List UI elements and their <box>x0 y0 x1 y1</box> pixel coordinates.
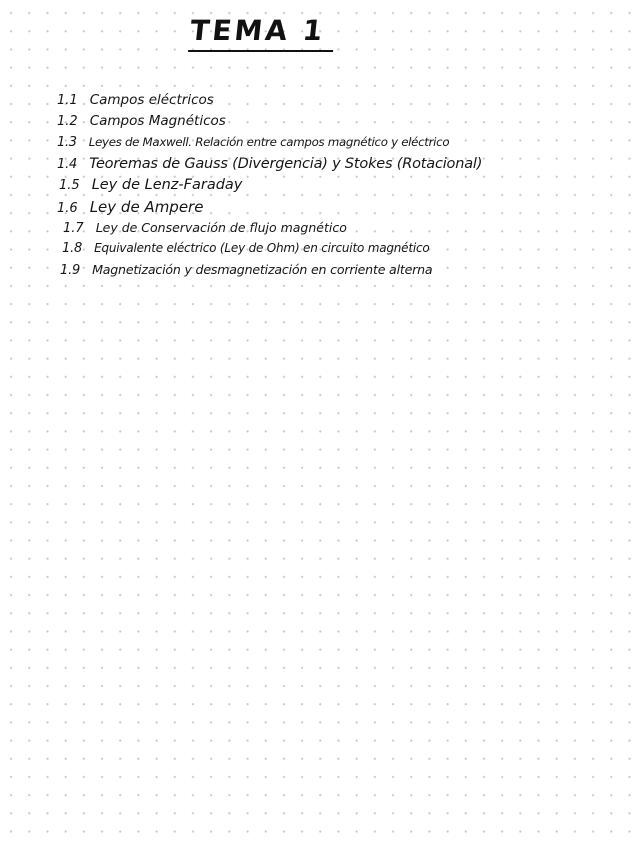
topic-number: 1.1 <box>57 93 78 108</box>
topic-text: Ley de Ampere <box>89 198 204 217</box>
topic-item <box>57 92 617 113</box>
page-title: TEMA 1 <box>188 14 337 52</box>
topic-number: 1.3 <box>57 134 77 150</box>
topic-item <box>57 198 617 219</box>
topic-item <box>57 113 617 134</box>
topic-number: 1.8 <box>62 241 83 257</box>
topic-text: Campos Magnéticos <box>89 113 226 130</box>
topic-item <box>62 241 617 262</box>
topic-text: Ley de Conservación de flujo magnético <box>95 219 347 235</box>
topic-item <box>59 177 617 198</box>
topic-text: Campos eléctricos <box>89 92 214 108</box>
topic-number: 1.7 <box>63 220 84 236</box>
topic-number: 1.6 <box>57 201 78 217</box>
topic-number: 1.4 <box>57 156 78 172</box>
topic-text: Teoremas de Gauss (Divergencia) y Stokes (Rotacional) <box>89 155 483 172</box>
topic-item <box>60 262 617 283</box>
topic-item <box>63 220 617 241</box>
topic-text: Magnetización y desmagnetización en corriente alterna <box>92 262 433 278</box>
topic-item <box>57 135 617 156</box>
topic-text: Ley de Lenz-Faraday <box>91 177 243 194</box>
topic-number: 1.9 <box>60 263 81 279</box>
topic-text: Equivalente eléctrico (Ley de Ohm) en circuito magnético <box>94 241 430 256</box>
topic-item <box>57 156 617 177</box>
topic-text: Leyes de Maxwell. Relación entre campos magnético y eléctrico <box>88 134 450 149</box>
topic-number: 1.2 <box>57 114 78 130</box>
topic-list <box>57 92 617 284</box>
topic-number: 1.5 <box>59 178 80 194</box>
